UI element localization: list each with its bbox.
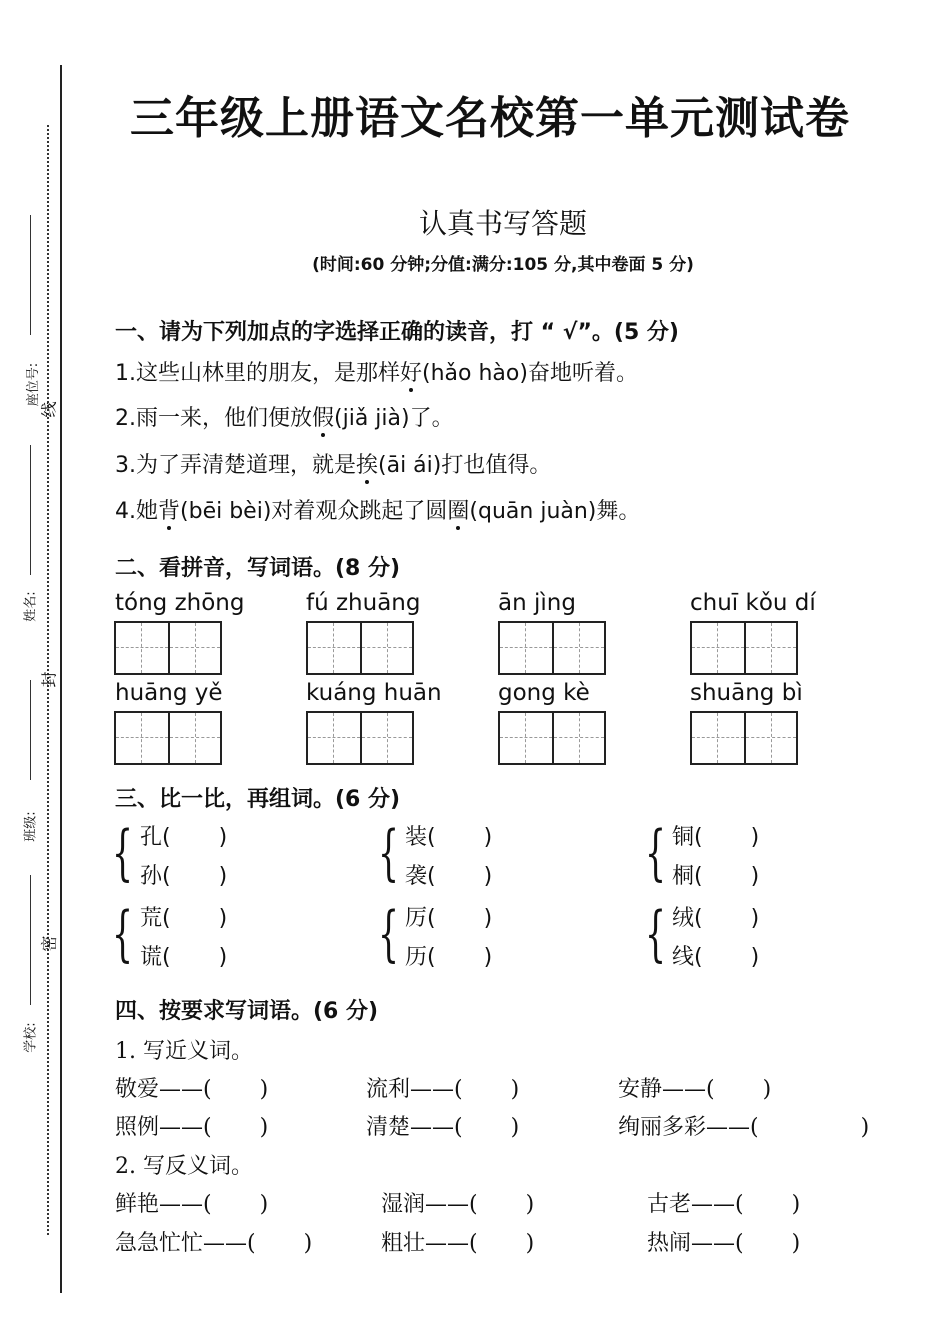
pinyin-5: huāng yě <box>115 680 223 706</box>
synonym-item: 清楚——( ) <box>366 1115 520 1140</box>
section1-item-2: 2.雨一来，他们便放假(jiǎ jià)了。 <box>115 406 454 431</box>
section1-heading: 一、请为下列加点的字选择正确的读音，打 “ √”。(5 分) <box>115 320 679 345</box>
synonym-item: 安静——( ) <box>618 1077 772 1102</box>
school-label: 学校: <box>23 1022 39 1053</box>
brace: { <box>112 899 134 969</box>
compare-word: 装( ) <box>405 825 493 850</box>
writing-box-5[interactable] <box>114 711 222 765</box>
compare-word: 铜( ) <box>672 825 760 850</box>
writing-box-2[interactable] <box>306 621 414 675</box>
name-label: 姓名: <box>23 591 39 622</box>
pinyin-7: gong kè <box>498 680 590 706</box>
antonym-item: 鲜艳——( ) <box>115 1192 269 1217</box>
writing-box-6[interactable] <box>306 711 414 765</box>
writing-box-3[interactable] <box>498 621 606 675</box>
synonym-item: 绚丽多彩——( ) <box>618 1115 870 1140</box>
brace: { <box>645 818 667 888</box>
section1-item-1: 1.这些山林里的朋友，是那样好(hǎo hào)奋地听着。 <box>115 361 638 386</box>
section1-item-4: 4.她背(bēi bèi)对着观众跳起了圆圈(quān juàn)舞。 <box>115 499 641 524</box>
mark-feng: 封 <box>39 671 59 688</box>
synonym-subheading: 1. 写近义词。 <box>115 1039 253 1064</box>
class-blank <box>30 680 31 780</box>
section3-heading: 三、比一比，再组词。(6 分) <box>115 787 401 812</box>
pinyin-2: fú zhuāng <box>306 590 421 616</box>
page-title: 三年级上册语文名校第一单元测试卷 <box>130 93 850 144</box>
section1-item-3: 3.为了弄清楚道理，就是挨(āi ái)打也值得。 <box>115 453 552 478</box>
compare-word: 线( ) <box>672 945 760 970</box>
antonym-subheading: 2. 写反义词。 <box>115 1154 253 1179</box>
compare-word: 绒( ) <box>672 906 760 931</box>
class-label: 班级: <box>23 811 39 842</box>
writing-box-1[interactable] <box>114 621 222 675</box>
section4-heading: 四、按要求写词语。(6 分) <box>115 999 379 1024</box>
name-blank <box>30 445 31 575</box>
compare-word: 孙( ) <box>140 864 228 889</box>
brace: { <box>378 818 400 888</box>
antonym-item: 湿润——( ) <box>381 1192 535 1217</box>
section2-heading: 二、看拼音，写词语。(8 分) <box>115 556 401 581</box>
seat-label: 座位号: <box>26 362 42 407</box>
antonym-item: 热闹——( ) <box>647 1231 801 1256</box>
compare-word: 荒( ) <box>140 906 228 931</box>
antonym-item: 急急忙忙——( ) <box>115 1231 313 1256</box>
antonym-item: 粗壮——( ) <box>381 1231 535 1256</box>
synonym-item: 流利——( ) <box>366 1077 520 1102</box>
pinyin-1: tóng zhōng <box>115 590 245 616</box>
synonym-item: 照例——( ) <box>115 1115 269 1140</box>
compare-word: 历( ) <box>405 945 493 970</box>
antonym-item: 古老——( ) <box>647 1192 801 1217</box>
pinyin-8: shuāng bì <box>690 680 803 706</box>
brace: { <box>378 899 400 969</box>
brace: { <box>112 818 134 888</box>
compare-word: 谎( ) <box>140 945 228 970</box>
subtitle: 认真书写答题 <box>418 207 587 240</box>
writing-box-8[interactable] <box>690 711 798 765</box>
school-blank <box>30 875 31 1005</box>
synonym-item: 敬爱——( ) <box>115 1077 269 1102</box>
writing-box-7[interactable] <box>498 711 606 765</box>
exam-info: (时间:60 分钟;分值:满分:105 分,其中卷面 5 分) <box>312 255 694 275</box>
mark-xian: 线 <box>39 401 59 418</box>
compare-word: 孔( ) <box>140 825 228 850</box>
pinyin-4: chuī kǒu dí <box>690 590 816 616</box>
brace: { <box>645 899 667 969</box>
compare-word: 桐( ) <box>672 864 760 889</box>
pinyin-6: kuáng huān <box>306 680 442 706</box>
mark-mi: 密 <box>39 935 59 952</box>
writing-box-4[interactable] <box>690 621 798 675</box>
compare-word: 厉( ) <box>405 906 493 931</box>
compare-word: 袭( ) <box>405 864 493 889</box>
pinyin-3: ān jìng <box>498 590 576 616</box>
